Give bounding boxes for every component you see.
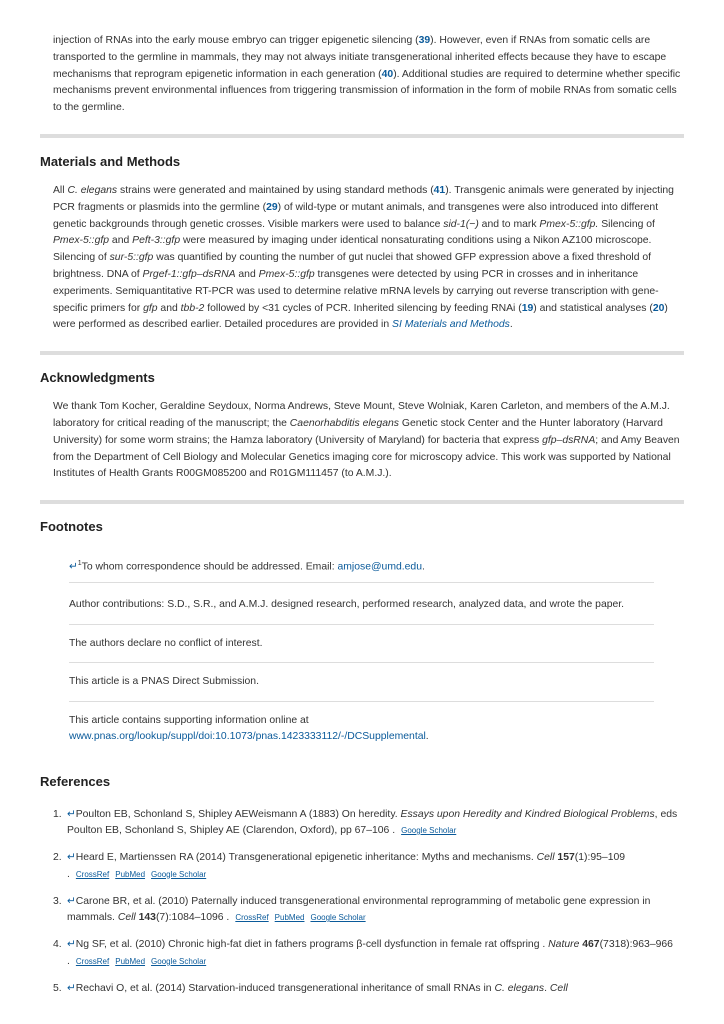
inline-link[interactable]: amjose@umd.edu <box>337 561 422 573</box>
italic-text: Nature <box>548 939 580 951</box>
acknowledgments-heading: Acknowledgments <box>40 370 155 386</box>
italic-text: sid-1(−) <box>443 218 479 230</box>
italic-text: Peft-3::gfp <box>132 235 181 247</box>
text-segment: and <box>157 302 181 314</box>
footnote-correspondence <box>69 556 654 576</box>
text-segment: This article is a PNAS Direct Submission. <box>69 676 259 688</box>
reference-number: 4. <box>53 939 62 951</box>
italic-text: C. elegans <box>494 982 545 994</box>
text-segment: Silencing of <box>598 218 655 230</box>
footnote-divider <box>69 624 654 625</box>
reference-number: 1. <box>53 808 62 820</box>
text-segment: and <box>109 235 133 247</box>
text-segment: Genetic stock Center and the Hunter laboratory (Harvard University) for some worm strains; the Hamza laboratory (University of Maryland) for bacteria that express <box>53 417 663 446</box>
acknowledgments-paragraph <box>53 399 684 483</box>
section-divider <box>40 134 684 138</box>
italic-text: Cell <box>549 982 568 994</box>
pubmed-link[interactable]: PubMed <box>115 869 146 879</box>
italic-text: gfp–dsRNA <box>542 434 596 446</box>
text-segment: strains were generated and maintained by using standard methods ( <box>117 184 434 196</box>
volume-number: 157 <box>557 852 575 864</box>
text-segment: ). Additional studies are required to determine whether specific mechanisms prevent environmental influences from triggering transmission of information in the form of mobile RNAs from somatic cells to the germline. <box>53 68 681 114</box>
text-segment: followed by <31 cycles of PCR. Inherited silencing by feeding RNAi ( <box>204 302 522 314</box>
text-segment: Poulton EB, Schonland S, Shipley AEWeismann A (1883) On heredity. <box>75 808 401 820</box>
reference-number: 3. <box>53 895 62 907</box>
crossref-link[interactable]: CrossRef <box>235 913 269 923</box>
text-segment: (1):95–109 . <box>67 852 626 880</box>
text-segment: Heard E, Martienssen RA (2014) Transgenerational epigenetic inheritance: Myths and mechanisms. <box>75 852 537 864</box>
italic-text: gfp <box>143 302 158 314</box>
si-methods-link[interactable]: SI Materials and Methods <box>392 319 510 331</box>
text-segment: The authors declare no conflict of interest. <box>69 637 263 649</box>
footnote-supporting-info <box>69 713 654 746</box>
reference-item <box>53 937 684 970</box>
text-segment: ). Transgenic animals were generated by injecting PCR fragments or plasmids into the germline ( <box>53 184 674 213</box>
inline-link[interactable]: www.pnas.org/lookup/suppl/doi:10.1073/pnas.1423333112/-/DCSupplemental <box>69 731 426 743</box>
methods-heading: Materials and Methods <box>40 153 181 169</box>
text-segment: ) were performed as described earlier. Detailed procedures are provided in <box>53 302 668 331</box>
back-arrow-icon[interactable]: ↵ <box>67 852 76 864</box>
crossref-link[interactable]: CrossRef <box>75 956 110 966</box>
citation-link[interactable]: 20 <box>652 302 665 314</box>
text-segment: ). However, even if RNAs from somatic cells are transported to the germline in mammals, they may not always initiate transgenerational inherited effects because they have to escape mechanisms that reprogram epigenetic information in each generation ( <box>53 35 667 80</box>
text-segment: , eds Poulton EB, Schonland S, Shipley AE (Clarendon, Oxford), pp 67–106 . <box>67 808 678 836</box>
text-segment: Carone BR, et al. (2010) Paternally induced transgenerational environmental reprogramming of metabolic gene expression in mammals. <box>67 895 651 924</box>
footnote-submission <box>69 674 654 691</box>
text-segment: . <box>421 561 425 573</box>
text-segment: transgenes were detected by using PCR in crosses and in inheritance experiments. Semiquantitative RT-PCR was used to determine relative mRNA levels by carrying out reverse transcription with gene-specific primers for <box>53 268 659 314</box>
reference-item <box>53 850 684 883</box>
text-segment: Ng SF, et al. (2010) Chronic high-fat diet in fathers programs β-cell dysfunction in female rat offspring . <box>75 939 549 951</box>
back-arrow-icon[interactable]: ↵ <box>67 895 76 907</box>
footnotes-list <box>0 556 724 745</box>
reference-number: 5. <box>53 982 62 994</box>
citation-link[interactable]: 19 <box>521 302 534 314</box>
text-segment: ; and Amy Beaven from the Department of Cell Biology and Molecular Genetics imaging core for microscopy advice. This work was supported by National Institutes of Health Grants R00GM085200 and R01GM111457 (to A.M.J.). <box>53 434 680 480</box>
section-divider <box>40 351 684 355</box>
footnote-divider <box>69 582 654 583</box>
text-segment: All <box>53 184 68 196</box>
text-segment: ) of wild-type or mutant animals, and transgenes were also introduced into different genetic backgrounds through genetic crosses. Visible markers were used to balance <box>53 201 659 230</box>
pubmed-link[interactable]: PubMed <box>115 956 146 966</box>
text-segment: Author contributions: S.D., S.R., and A.M.J. designed research, performed research, analyzed data, and wrote the paper. <box>69 599 625 611</box>
text-segment: was quantified by counting the number of gut nuclei that showed GFP expression above a fixed threshold of brightness. DNA of <box>53 252 652 280</box>
text-segment: and <box>235 268 259 280</box>
footnote-divider <box>69 662 654 663</box>
pubmed-link[interactable]: PubMed <box>274 913 305 923</box>
italic-text: C. elegans <box>67 184 118 196</box>
reference-item <box>53 894 684 927</box>
text-segment: injection of RNAs into the early mouse embryo can trigger epigenetic silencing ( <box>53 35 419 46</box>
italic-text: Pmex-5::gfp <box>258 268 315 280</box>
volume-number: 143 <box>138 912 156 924</box>
text-segment: To whom correspondence should be addressed. Email: <box>81 561 338 573</box>
text-segment: (7):1084–1096 . <box>155 912 230 924</box>
citation-link[interactable]: 29 <box>266 201 278 213</box>
crossref-link[interactable]: CrossRef <box>75 869 110 879</box>
google-scholar-link[interactable]: Google Scholar <box>401 825 457 835</box>
italic-text: Cell <box>536 852 555 864</box>
text-segment: were measured by imaging under identical nonsaturating conditions using a Nikon AZ100 microscope. Silencing of <box>53 235 652 264</box>
text-segment: ) and statistical analyses ( <box>533 302 653 314</box>
reference-item <box>53 807 684 840</box>
italic-text: Pmex-5::gfp <box>53 235 110 247</box>
text-segment: . <box>544 982 550 994</box>
reference-number: 2. <box>53 852 62 864</box>
footnotes-heading: Footnotes <box>40 519 103 535</box>
section-divider <box>40 500 684 504</box>
italic-text: sur-5::gfp <box>109 252 154 264</box>
citation-link[interactable]: 41 <box>433 184 446 196</box>
footnote-divider <box>69 701 654 702</box>
google-scholar-link[interactable]: Google Scholar <box>310 913 366 923</box>
italic-text: Caenorhabditis elegans <box>289 417 399 429</box>
back-arrow-icon[interactable]: ↵ <box>69 561 78 573</box>
references-heading: References <box>40 773 111 789</box>
back-arrow-icon[interactable]: ↵ <box>67 808 76 820</box>
italic-text: Cell <box>117 912 136 924</box>
footnote-conflict <box>69 636 654 653</box>
text-segment: This article contains supporting information online at <box>69 714 309 726</box>
volume-number: 467 <box>582 939 600 951</box>
italic-text: tbb-2 <box>180 302 205 314</box>
references-list <box>53 807 684 998</box>
google-scholar-link[interactable]: Google Scholar <box>151 869 207 879</box>
citation-link[interactable]: 40 <box>381 68 394 80</box>
text-segment: We thank Tom Kocher, Geraldine Seydoux, Norma Andrews, Steve Mount, Steve Wolniak, Karen Carleton, and members of the A.M.J. laboratory for critical reading of the manuscript; the <box>53 401 670 429</box>
text-segment: (7318):963–966 . <box>67 939 673 967</box>
footnote-marker: 1 <box>77 560 82 568</box>
italic-text: Essays upon Heredity and Kindred Biological Problems <box>400 808 655 820</box>
text-segment: and to mark <box>478 218 540 230</box>
back-arrow-icon[interactable]: ↵ <box>67 982 76 994</box>
methods-paragraph <box>53 183 684 334</box>
citation-link[interactable]: 39 <box>418 35 431 46</box>
text-segment: . <box>509 319 513 331</box>
back-arrow-icon[interactable]: ↵ <box>67 939 76 951</box>
text-segment: . <box>425 731 429 743</box>
reference-item <box>53 981 684 997</box>
italic-text: Pmex-5::gfp. <box>539 218 599 230</box>
italic-text: Prgef-1::gfp–dsRNA <box>142 268 236 280</box>
discussion-paragraph <box>53 33 684 117</box>
footnote-contributions <box>69 597 654 614</box>
text-segment: Rechavi O, et al. (2014) Starvation-induced transgenerational inheritance of small RNAs in <box>75 982 495 994</box>
google-scholar-link[interactable]: Google Scholar <box>151 956 207 966</box>
